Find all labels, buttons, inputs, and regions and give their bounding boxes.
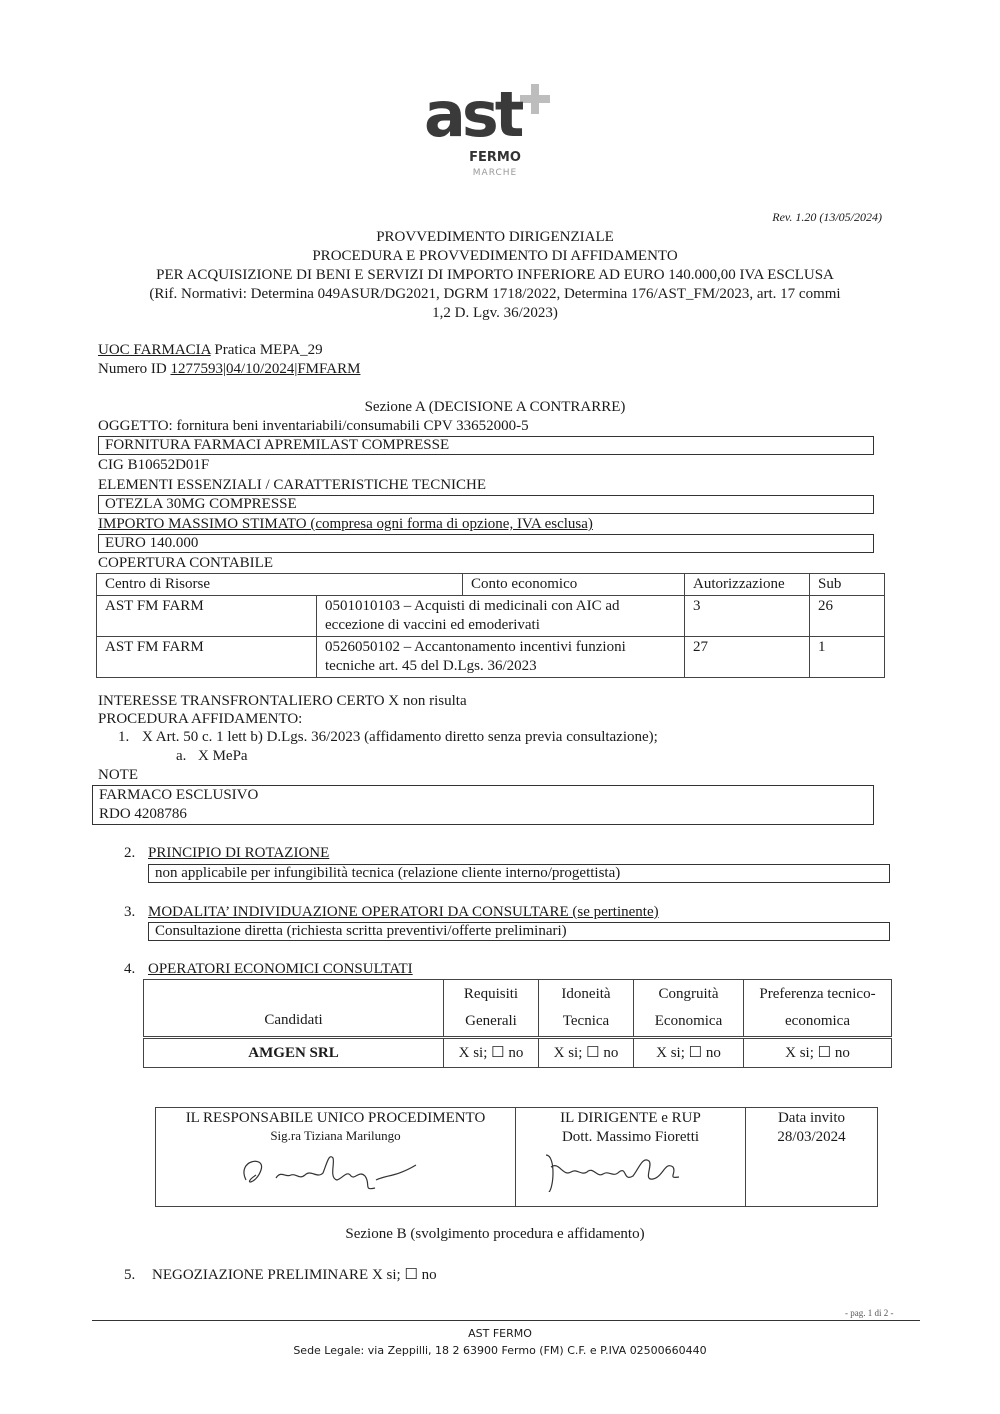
cell-candidato: AMGEN SRL (144, 1038, 444, 1068)
dirigente-signature (531, 1147, 731, 1192)
copertura-table (96, 573, 885, 678)
table-row (97, 637, 885, 678)
date-label: Data invito (777, 1110, 846, 1126)
rup-name: Sig.ra Tiziana Marilungo (270, 1128, 401, 1143)
signature-table (155, 1107, 878, 1207)
header-centro: Centro di Risorse (105, 576, 210, 592)
section-b-heading: Sezione B (svolgimento procedura e affidamento) (345, 1226, 645, 1242)
note-line: RDO 4208786 (99, 806, 187, 822)
cell-requisiti: X si; ☐ no (444, 1038, 539, 1068)
rotazione-text: PRINCIPIO DI ROTAZIONE (148, 845, 330, 861)
operatori-text: OPERATORI ECONOMICI CONSULTATI (148, 961, 413, 977)
header-preferenza: Preferenza tecnico-economica (744, 980, 892, 1038)
procedura-sub: a. X MePa (176, 748, 248, 764)
date-cell (746, 1108, 878, 1207)
copertura-label: COPERTURA CONTABILE (98, 555, 273, 571)
dirigente-name: Dott. Massimo Fioretti (561, 1129, 700, 1145)
elementi-label: ELEMENTI ESSENZIALI / CARATTERISTICHE TECNICHE (98, 477, 487, 493)
cell-conto: 0501010103 – Acquisti di medicinali con AIC ad eccezione di vaccini ed emoderivati (317, 596, 685, 637)
table-row (144, 1038, 892, 1068)
operatori-label: 4. OPERATORI ECONOMICI CONSULTATI (124, 961, 413, 977)
cell-autorizzazione: 27 (685, 637, 810, 678)
uoc-unit: UOC FARMACIA (98, 342, 211, 358)
rotazione-label: 2. PRINCIPIO DI ROTAZIONE (124, 845, 330, 861)
logo-wordmark: ast (424, 78, 521, 151)
modalita-text: MODALITA’ INDIVIDUAZIONE OPERATORI DA CONSULTARE (se pertinente) (148, 904, 659, 920)
title-line-1: PROVVEDIMENTO DIRIGENZIALE (376, 229, 614, 245)
elementi-value: OTEZLA 30MG COMPRESSE (98, 495, 874, 514)
document-title (90, 228, 900, 323)
cig: CIG B10652D01F (98, 457, 210, 473)
cell-preferenza: X si; ☐ no (744, 1038, 892, 1068)
modalita-label: 3. MODALITA’ INDIVIDUAZIONE OPERATORI DA CONSULTARE (se pertinente) (124, 904, 659, 920)
dirigente-cell (516, 1108, 746, 1207)
footer-org: AST FERMO (468, 1327, 532, 1340)
cell-congruita: X si; ☐ no (634, 1038, 744, 1068)
table-header-row (97, 574, 885, 596)
header-congruita: Congruità Economica (634, 980, 744, 1038)
header-requisiti: Requisiti Generali (444, 980, 539, 1038)
negoziazione: 5. NEGOZIAZIONE PRELIMINARE X si; ☐ no (124, 1267, 437, 1283)
header-idoneita: Idoneità Tecnica (539, 980, 634, 1038)
title-line-2: PROCEDURA E PROVVEDIMENTO DI AFFIDAMENTO (312, 248, 678, 264)
date-value: 28/03/2024 (777, 1129, 846, 1145)
title-line-4: (Rif. Normativi: Determina 049ASUR/DG2021, DGRM 1718/2022, Determina 176/AST_FM/2023, art. 17 commi (149, 286, 841, 302)
title-line-5: 1,2 D. Lgv. 36/2023) (432, 305, 558, 321)
header-sub: Sub (810, 574, 885, 596)
cell-conto: 0526050102 – Accantonamento incentivi funzioni tecniche art. 45 del D.Lgs. 36/2023 (317, 637, 685, 678)
cell-idoneita: X si; ☐ no (539, 1038, 634, 1068)
header-conto: Conto economico (462, 574, 684, 595)
rup-cell (156, 1108, 516, 1207)
note-box (92, 785, 874, 825)
header-autorizzazione: Autorizzazione (685, 574, 810, 596)
note-line: FARMACO ESCLUSIVO (99, 787, 259, 803)
uoc-pratica: Pratica MEPA_29 (210, 342, 323, 358)
id-value: 1277593|04/10/2024|FMFARM (170, 361, 361, 377)
footer-address: Sede Legale: via Zeppilli, 18 2 63900 Fermo (FM) C.F. e P.IVA 02500660440 (293, 1344, 707, 1357)
operatori-table (143, 979, 892, 1068)
uoc-block (98, 341, 360, 379)
importo-value: EURO 140.000 (98, 534, 874, 553)
cell-centro: AST FM FARM (97, 596, 317, 637)
rotazione-value: non applicabile per infungibilità tecnica (relazione cliente interno/progettista) (148, 864, 890, 883)
logo-city: FERMO (469, 150, 521, 165)
negoziazione-text: NEGOZIAZIONE PRELIMINARE X si; ☐ no (152, 1267, 437, 1283)
section-a-heading: Sezione A (DECISIONE A CONTRARRE) (364, 399, 626, 415)
header-candidati: Candidati (144, 980, 444, 1038)
note-label: NOTE (98, 767, 138, 783)
cell-centro: AST FM FARM (97, 637, 317, 678)
rup-title: IL RESPONSABILE UNICO PROCEDIMENTO (185, 1110, 486, 1126)
table-row (97, 596, 885, 637)
revision: Rev. 1.20 (13/05/2024) (772, 210, 882, 224)
procedura-item: 1. X Art. 50 c. 1 lett b) D.Lgs. 36/2023 (affidamento diretto senza previa consultazione); (118, 729, 658, 745)
id-label: Numero ID (98, 361, 171, 377)
page-number: - pag. 1 di 2 - (845, 1308, 894, 1318)
table-header-row (144, 980, 892, 1038)
importo-label: IMPORTO MASSIMO STIMATO (compresa ogni forma di opzione, IVA esclusa) (98, 516, 593, 532)
procedura-label: PROCEDURA AFFIDAMENTO: (98, 711, 303, 727)
title-line-3: PER ACQUISIZIONE DI BENI E SERVIZI DI IMPORTO INFERIORE AD EURO 140.000,00 IVA ESCLUSA (156, 267, 834, 283)
footer-rule (92, 1320, 920, 1321)
procedura-item-text: X Art. 50 c. 1 lett b) D.Lgs. 36/2023 (affidamento diretto senza previa consultazione); (142, 729, 658, 745)
modalita-value: Consultazione diretta (richiesta scritta preventivi/offerte preliminari) (148, 922, 890, 941)
dirigente-title: IL DIRIGENTE e RUP (560, 1110, 701, 1126)
rup-signature (226, 1150, 446, 1195)
procedura-sub-text: X MePa (198, 748, 248, 764)
logo (420, 78, 570, 188)
oggetto-value: FORNITURA FARMACI APREMILAST COMPRESSE (98, 436, 874, 455)
cell-sub: 26 (810, 596, 885, 637)
oggetto-label: OGGETTO: fornitura beni inventariabili/consumabili CPV 33652000-5 (98, 418, 529, 434)
cell-sub: 1 (810, 637, 885, 678)
logo-plus-icon (520, 84, 550, 114)
interesse: INTERESSE TRANSFRONTALIERO CERTO X non risulta (98, 693, 467, 709)
cell-autorizzazione: 3 (685, 596, 810, 637)
logo-region: MARCHE (472, 168, 518, 178)
